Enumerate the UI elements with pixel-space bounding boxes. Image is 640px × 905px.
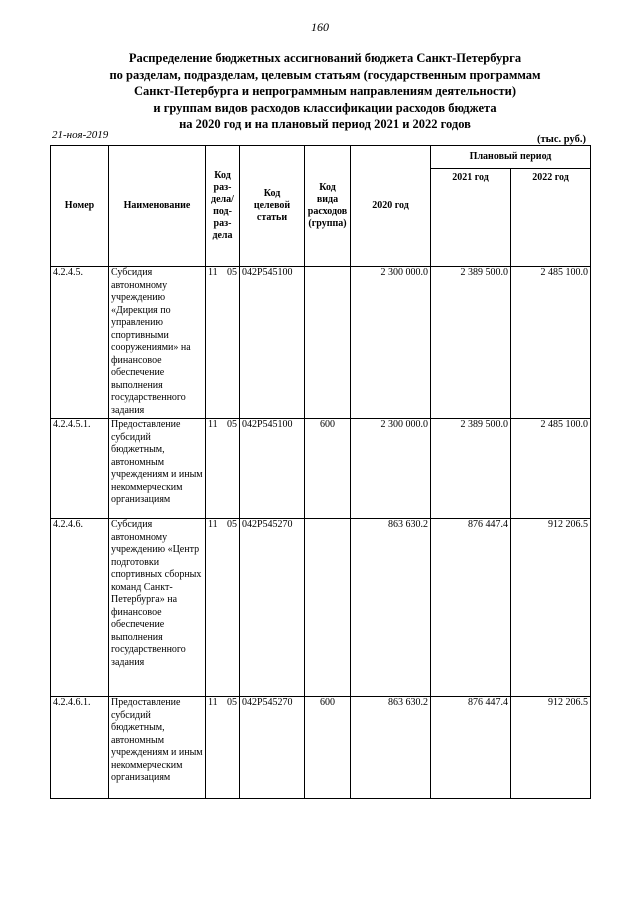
row-number: 4.2.4.6.1. xyxy=(51,697,109,799)
table-row xyxy=(51,519,591,697)
header-razdel xyxy=(206,146,240,267)
date-stamp: 21-ноя-2019 xyxy=(52,129,109,141)
row-2021: 2 389 500.0 xyxy=(431,419,511,519)
row-2021: 2 389 500.0 xyxy=(431,267,511,419)
razdel-code: 11 xyxy=(208,519,218,530)
row-2021: 876 447.4 xyxy=(431,697,511,799)
row-2020: 863 630.2 xyxy=(351,697,431,799)
row-2022: 2 485 100.0 xyxy=(511,267,591,419)
row-number: 4.2.4.5. xyxy=(51,267,109,419)
header-plan-period: Плановый период xyxy=(431,146,591,169)
row-2022: 912 206.5 xyxy=(511,697,591,799)
table-row xyxy=(51,419,591,519)
header-2021: 2021 год xyxy=(431,169,511,267)
row-vr: 600 xyxy=(305,697,351,799)
header-razdel-line: раз- xyxy=(213,182,232,193)
title-line: по разделам, подразделам, целевым статьям (государственным программам xyxy=(109,67,541,82)
header-vr xyxy=(305,146,351,267)
budget-table xyxy=(50,145,591,799)
row-name: Предоставление субсидий бюджетным, автономным учреждениям и иным некоммерческим организациям xyxy=(109,697,206,799)
header-name: Наименование xyxy=(109,146,206,267)
row-razdel xyxy=(206,267,240,419)
podrazdel-code: 05 xyxy=(227,267,237,278)
header-razdel-line: дела/ xyxy=(211,194,234,205)
row-2022: 912 206.5 xyxy=(511,519,591,697)
header-vr-line: Код xyxy=(319,182,336,193)
podrazdel-code: 05 xyxy=(227,419,237,430)
row-number: 4.2.4.5.1. xyxy=(51,419,109,519)
razdel-code: 11 xyxy=(208,697,218,708)
table-row xyxy=(51,697,591,799)
page-number: 160 xyxy=(311,20,329,34)
row-name: Субсидия автономному учреждению «Центр подготовки спортивных сборных команд Санкт-Петербурга» на финансовое обеспечение выполнения государственного задания xyxy=(109,519,206,697)
header-razdel-line: под- xyxy=(213,206,232,217)
razdel-code: 11 xyxy=(208,419,218,430)
row-csr: 042P545270 xyxy=(240,697,305,799)
row-2020: 863 630.2 xyxy=(351,519,431,697)
row-name: Предоставление субсидий бюджетным, автономным учреждениям и иным некоммерческим организациям xyxy=(109,419,206,519)
row-vr xyxy=(305,267,351,419)
row-razdel xyxy=(206,419,240,519)
razdel-code: 11 xyxy=(208,267,218,278)
row-2021: 876 447.4 xyxy=(431,519,511,697)
header-razdel-line: Код xyxy=(214,170,231,181)
row-number: 4.2.4.6. xyxy=(51,519,109,697)
units-label: (тыс. руб.) xyxy=(537,134,586,145)
row-2022: 2 485 100.0 xyxy=(511,419,591,519)
podrazdel-code: 05 xyxy=(227,697,237,708)
row-csr: 042P545270 xyxy=(240,519,305,697)
row-razdel xyxy=(206,519,240,697)
header-csr-line: статьи xyxy=(256,212,288,223)
row-csr: 042P545100 xyxy=(240,419,305,519)
row-csr: 042P545100 xyxy=(240,267,305,419)
header-vr-line: (группа) xyxy=(308,218,347,229)
header-csr-line: целевой xyxy=(253,200,291,211)
row-razdel xyxy=(206,697,240,799)
podrazdel-code: 05 xyxy=(227,519,237,530)
title-line: и группам видов расходов классификации расходов бюджета xyxy=(153,100,497,115)
row-vr: 600 xyxy=(305,419,351,519)
title-line: Распределение бюджетных ассигнований бюджета Санкт-Петербурга xyxy=(128,51,522,65)
header-number: Номер xyxy=(51,146,109,267)
row-2020: 2 300 000.0 xyxy=(351,419,431,519)
document-title xyxy=(40,50,610,133)
header-vr-line: расходов xyxy=(307,206,348,217)
row-2020: 2 300 000.0 xyxy=(351,267,431,419)
header-csr xyxy=(240,146,305,267)
header-2022: 2022 год xyxy=(511,169,591,267)
header-razdel-line: дела xyxy=(212,230,233,241)
title-line: Санкт-Петербурга и непрограммным направлениям деятельности) xyxy=(133,84,516,98)
row-vr xyxy=(305,519,351,697)
header-csr-line: Код xyxy=(263,188,281,199)
row-name: Субсидия автономному учреждению «Дирекция по управлению спортивными сооружениями» на финансовое обеспечение выполнения государственного задания xyxy=(109,267,206,419)
table-row xyxy=(51,267,591,419)
header-vr-line: вида xyxy=(316,194,339,205)
title-line: на 2020 год и на плановый период 2021 и 2022 годов xyxy=(179,117,471,131)
header-2020: 2020 год xyxy=(351,146,431,267)
header-razdel-line: раз- xyxy=(213,218,232,229)
